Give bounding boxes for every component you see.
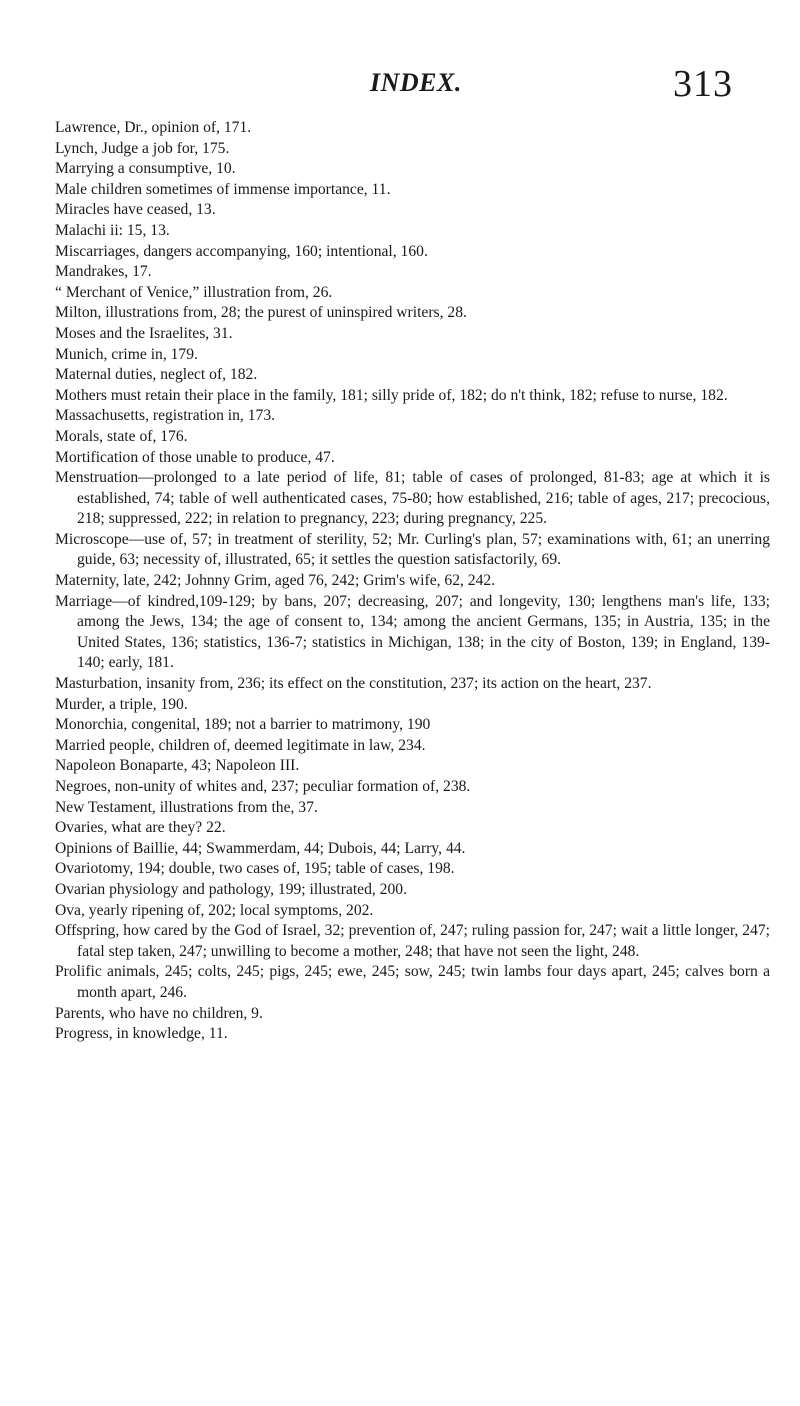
index-entry: Moses and the Israelites, 31. bbox=[55, 324, 233, 342]
index-entry: Ovarian physiology and pathology, 199; illustrated, 200. bbox=[55, 880, 407, 898]
index-entry: Napoleon Bonaparte, 43; Napoleon III. bbox=[55, 757, 300, 775]
page-title: INDEX. bbox=[370, 68, 462, 97]
index-entry: Male children sometimes of immense importance, 11. bbox=[55, 180, 391, 198]
index-entry: Maternal duties, neglect of, 182. bbox=[55, 366, 258, 384]
index-entry: Lynch, Judge a job for, 175. bbox=[55, 139, 230, 157]
index-entry: Ova, yearly ripening of, 202; local symptoms, 202. bbox=[55, 901, 374, 919]
index-entry: Prolific animals, 245; colts, 245; pigs, 245; ewe, 245; sow, 245; twin lambs four days apart, 245; calves born a month apart, 246. bbox=[55, 963, 770, 1001]
index-entry: Maternity, late, 242; Johnny Grim, aged 76, 242; Grim's wife, 62, 242. bbox=[55, 572, 496, 590]
index-entry: Mortification of those unable to produce, 47. bbox=[55, 448, 335, 466]
index-entry: Ovaries, what are they? 22. bbox=[55, 819, 226, 837]
index-entry: “ Merchant of Venice,” illustration from, 26. bbox=[55, 283, 333, 301]
index-entry: Milton, illustrations from, 28; the purest of uninspired writers, 28. bbox=[55, 304, 467, 322]
index-entry: Massachusetts, registration in, 173. bbox=[55, 407, 276, 425]
index-entry: Morals, state of, 176. bbox=[55, 427, 188, 445]
index-entry: Offspring, how cared by the God of Israel, 32; prevention of, 247; ruling passion for, 247; wait a little longer, 247; fatal step taken, 247; unwilling to become a mother, 248; that have not seen the light, 248. bbox=[55, 922, 770, 960]
index-entry: Mandrakes, 17. bbox=[55, 263, 152, 281]
index-entry: Menstruation—prolonged to a late period of life, 81; table of cases of prolonged, 81-83; age at which it is established, 74; table of well authenticated cases, 75-80; how established, 216; table of ages, 217; precocious, 218; suppressed, 222; in relation to pregnancy, 223; during pregnancy, 225. bbox=[55, 469, 770, 528]
index-entry: Married people, children of, deemed legitimate in law, 234. bbox=[55, 736, 426, 754]
index-entry: Mothers must retain their place in the family, 181; silly pride of, 182; do n't think, 182; refuse to nurse, 182. bbox=[55, 386, 728, 404]
index-entry: Miracles have ceased, 13. bbox=[55, 201, 216, 219]
index-entry: New Testament, illustrations from the, 37. bbox=[55, 798, 318, 816]
index-entry: Miscarriages, dangers accompanying, 160; intentional, 160. bbox=[55, 242, 428, 260]
index-entry: Marriage—of kindred,109-129; by bans, 207; decreasing, 207; and longevity, 130; lengthens man's life, 133; among the Jews, 134; the age of consent to, 134; among the ancient Germans, 135; in Austria, 135; in the United States, 136; statistics, 136-7; statistics in Michigan, 138; in the city of Boston, 139; in England, 139-140; early, 181. bbox=[55, 592, 770, 672]
index-entry: Monorchia, congenital, 189; not a barrier to matrimony, 190 bbox=[55, 716, 431, 734]
index-entry: Parents, who have no children, 9. bbox=[55, 1004, 263, 1022]
index-entry: Malachi ii: 15, 13. bbox=[55, 221, 170, 239]
index-entry: Marrying a consumptive, 10. bbox=[55, 160, 236, 178]
index-entry: Negroes, non-unity of whites and, 237; peculiar formation of, 238. bbox=[55, 778, 471, 795]
index-entry: Ovariotomy, 194; double, two cases of, 195; table of cases, 198. bbox=[55, 860, 455, 878]
page-number: 313 bbox=[673, 63, 733, 105]
index-entry: Opinions of Baillie, 44; Swammerdam, 44; Dubois, 44; Larry, 44. bbox=[55, 839, 466, 857]
index-entry: Lawrence, Dr., opinion of, 171. bbox=[55, 119, 252, 136]
index-entry: Murder, a triple, 190. bbox=[55, 695, 188, 713]
index-entry: Progress, in knowledge, 11. bbox=[55, 1025, 228, 1043]
index-entry: Masturbation, insanity from, 236; its effect on the constitution, 237; its action on the heart, 237. bbox=[55, 675, 652, 693]
index-entry: Microscope—use of, 57; in treatment of sterility, 52; Mr. Curling's plan, 57; examinations with, 61; an unerring guide, 63; necessity of, illustrated, 65; it settles the question satisfactorily, 69. bbox=[55, 530, 770, 569]
index-entry: Munich, crime in, 179. bbox=[55, 345, 198, 363]
index-entry-list bbox=[55, 118, 770, 1045]
running-head bbox=[0, 62, 800, 112]
